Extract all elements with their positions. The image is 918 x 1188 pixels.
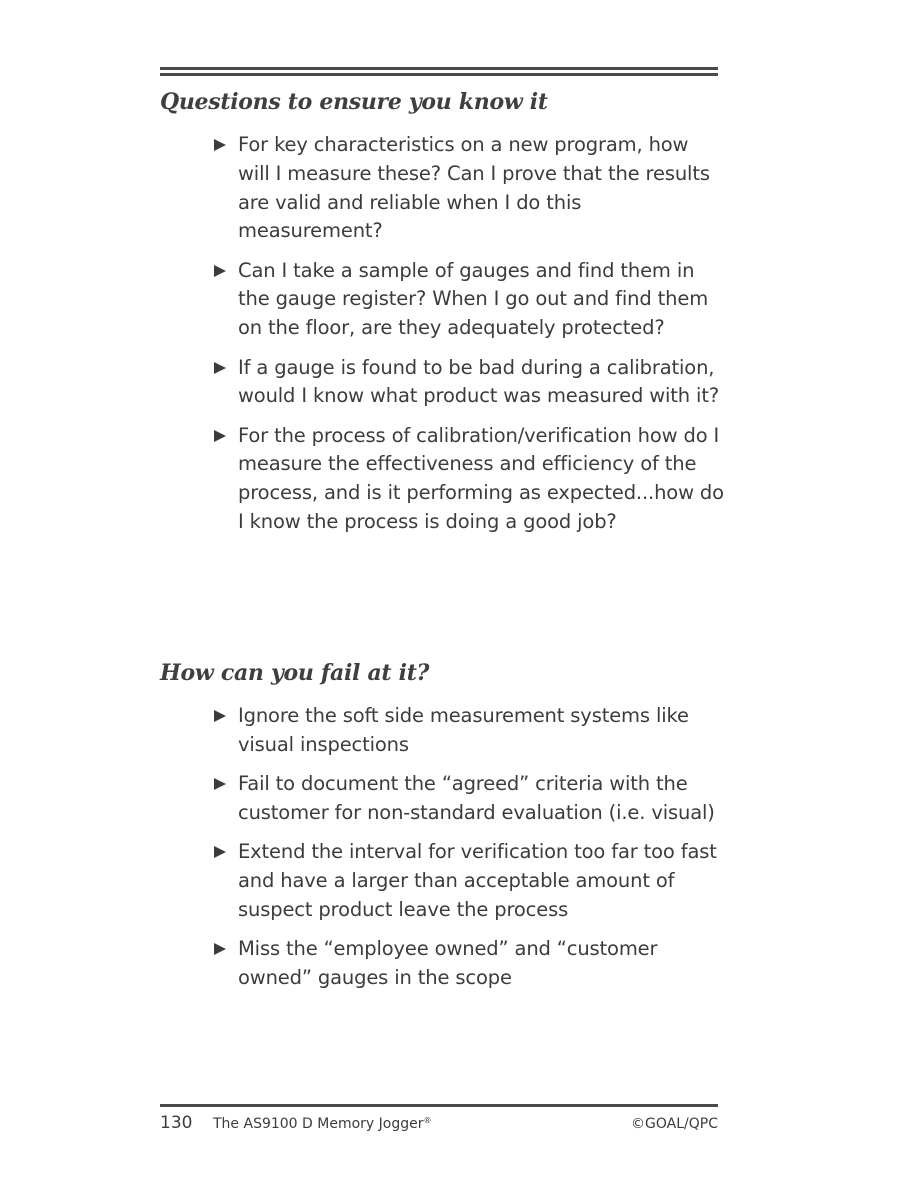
triangle-bullet-icon xyxy=(214,778,226,790)
list-item-text: Extend the interval for verification too far too fast and have a larger than acceptable amount of suspect product leave the process xyxy=(238,840,717,921)
list-item-text: If a gauge is found to be bad during a calibration, would I know what product was measured with it? xyxy=(238,355,720,408)
list-item-text: For the process of calibration/verification how do I measure the effectiveness and efficiency of the process, and is it performing as expected...how do I know the process is doing a good job? xyxy=(238,423,724,534)
book-title-text: The AS9100 D Memory Jogger xyxy=(213,1116,424,1132)
triangle-bullet-icon xyxy=(214,710,226,722)
page-footer xyxy=(160,1113,718,1137)
top-rule-line xyxy=(160,67,718,70)
list-item-text: Ignore the soft side measurement systems like visual inspections xyxy=(238,704,689,756)
page xyxy=(160,0,724,1188)
triangle-bullet-icon xyxy=(214,430,226,442)
list-item xyxy=(214,702,724,760)
list-item xyxy=(214,257,724,343)
section-heading-questions: Questions to ensure you know it xyxy=(160,89,548,115)
copyright-notice: ©GOAL/QPC xyxy=(631,1116,718,1132)
section-heading-fail: How can you fail at it? xyxy=(160,660,430,686)
list-item xyxy=(214,354,724,412)
top-rule-line xyxy=(160,73,718,76)
list-item xyxy=(214,131,724,246)
page-number: 130 xyxy=(160,1113,193,1133)
registered-mark: ® xyxy=(423,1116,432,1125)
triangle-bullet-icon xyxy=(214,943,226,955)
list-item-text: Miss the “employee owned” and “customer owned” gauges in the scope xyxy=(238,937,658,989)
list-item xyxy=(214,770,724,828)
fail-list xyxy=(214,702,724,1003)
top-double-rule xyxy=(160,67,718,77)
triangle-bullet-icon xyxy=(214,139,226,151)
questions-list xyxy=(214,131,724,547)
list-item xyxy=(214,935,724,993)
triangle-bullet-icon xyxy=(214,846,226,858)
list-item-text: For key characteristics on a new program, how will I measure these? Can I prove that the results are valid and reliable when I do this measurement? xyxy=(238,133,710,243)
book-title xyxy=(213,1116,432,1132)
triangle-bullet-icon xyxy=(214,265,226,277)
triangle-bullet-icon xyxy=(214,362,226,374)
list-item-text: Can I take a sample of gauges and find them in the gauge register? When I go out and find them on the floor, are they adequately protected? xyxy=(238,258,709,340)
list-item xyxy=(214,422,724,537)
list-item xyxy=(214,838,724,924)
footer-rule xyxy=(160,1104,718,1107)
list-item-text: Fail to document the “agreed” criteria with the customer for non-standard evaluation (i.e. visual) xyxy=(238,772,715,824)
